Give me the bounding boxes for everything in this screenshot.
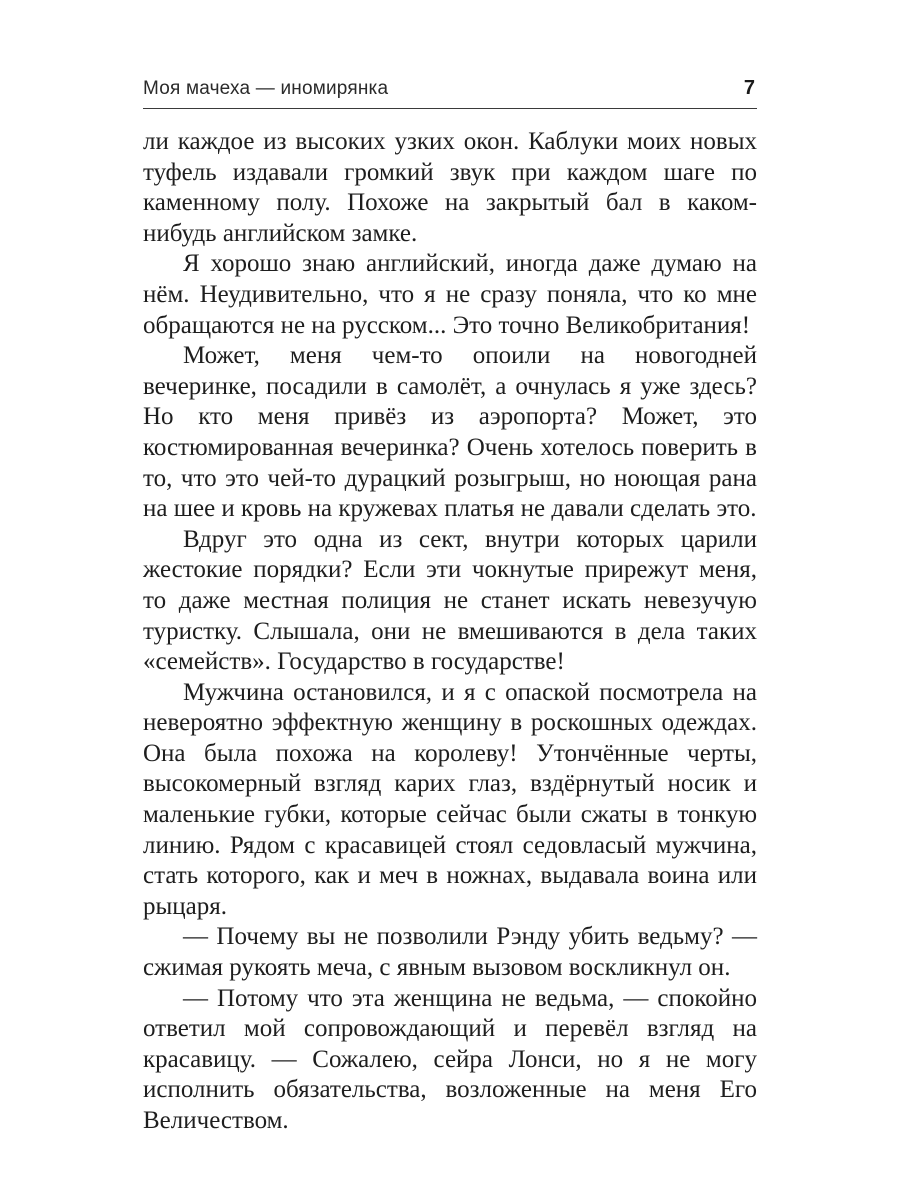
paragraph: Мужчина остановился, и я с опаской посмотрела на невероятно эффектную женщину в роскошных одеждах. Она была похожа на королеву! Утончённые черты, высокомерный взгляд карих глаз, вздёрнутый носик и маленькие губки, которые сейчас были сжаты в тонкую линию. Рядом с красавицей стоял седовласый мужчина, стать которого, как и меч в ножнах, выдавала воина или рыцаря.: [143, 678, 757, 920]
running-title: Моя мачеха — иномирянка: [143, 78, 389, 99]
paragraph: Вдруг это одна из сект, внутри которых царили жестокие порядки? Если эти чокнутые прирежут меня, то даже местная полиция не станет искать невезучую туристку. Слышала, они не вмешиваются в дела таких «семейств». Государство в государстве!: [143, 525, 757, 676]
paragraph-continued: ли каждое из высоких узких окон. Каблуки моих новых туфель издавали громкий звук при каждом шаге по каменному полу. Похоже на закрытый бал в каком-нибудь английском замке.: [143, 128, 757, 247]
paragraph: Я хорошо знаю английский, иногда даже думаю на нём. Неудивительно, что я не сразу поняла, что ко мне обращаются не на русском... Это точно Великобритания!: [143, 250, 757, 339]
dialogue-paragraph: — Почему вы не позволили Рэнду убить ведьму? — сжимая рукоять меча, с явным вызовом воскликнул он.: [143, 923, 757, 982]
running-header: [143, 76, 757, 109]
paragraph: Может, меня чем-то опоили на новогодней вечеринке, посадили в самолёт, а очнулась я уже здесь? Но кто меня привёз из аэропорта? Может, это костюмированная вечеринка? Очень хотелось поверить в то, что это чей-то дурацкий розыгрыш, но ноющая рана на шее и кровь на кружевах платья не давали сделать это.: [143, 342, 757, 523]
page-number: 7: [743, 77, 755, 99]
body-text: [143, 127, 757, 1137]
dialogue-paragraph: — Потому что эта женщина не ведьма, — спокойно ответил мой сопровождающий и перевёл взгляд на красавицу. — Сожалею, сейра Лонси, но я не могу исполнить обязательства, возложенные на меня Его Величеством.: [143, 984, 757, 1134]
